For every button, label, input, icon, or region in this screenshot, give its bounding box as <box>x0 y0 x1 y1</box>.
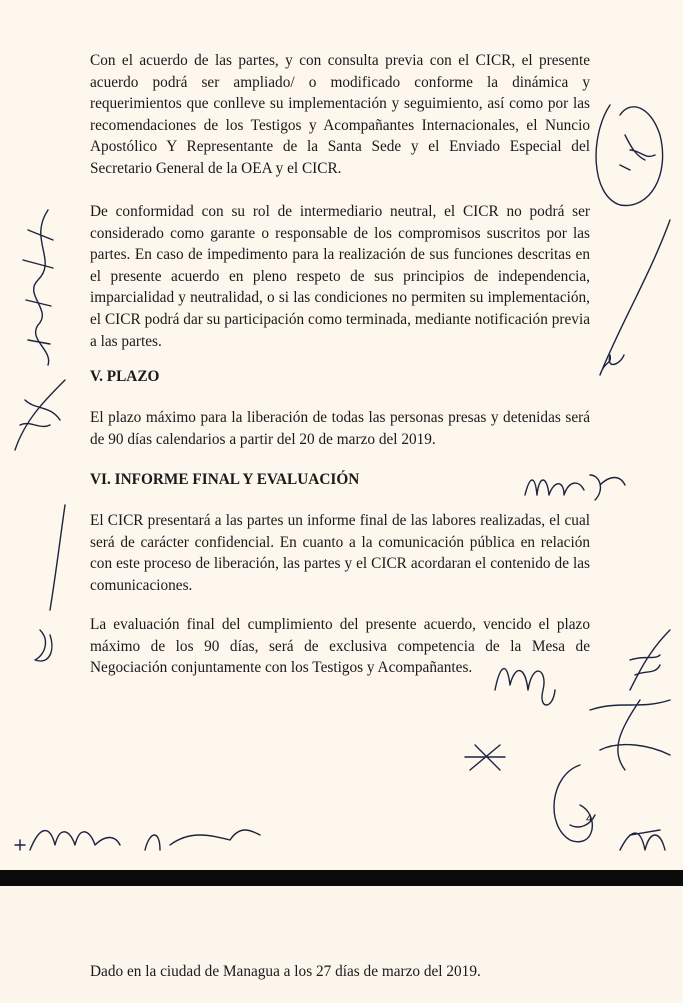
scan-divider <box>0 870 683 886</box>
signature-bottom-right <box>615 820 675 860</box>
signature-left-vertical <box>8 200 78 370</box>
signature-center-right <box>490 650 560 705</box>
closing-line: Dado en la ciudad de Managua a los 27 días de marzo del 2019. <box>90 963 481 980</box>
paragraph-amendment: Con el acuerdo de las partes, y con consulta previa con el CICR, el presente acuerdo podrá ser ampliado/ o modificado conforme la dinámica y requerimientos que conlleve su implementación y seguimiento, así como por las recomendaciones de los Testigos y Acompañantes Internacionales, el Nuncio Apostólico Y Representante de la Santa Sede y el Enviado Especial del Secretario General de la OEA y el CICR. <box>90 52 590 177</box>
signature-right-long <box>590 215 680 385</box>
signature-star <box>460 735 510 780</box>
document-page-footer <box>0 886 683 1003</box>
signature-bottom-left <box>10 815 270 860</box>
signature-top-right <box>580 95 680 215</box>
heading-plazo: V. PLAZO <box>90 368 160 385</box>
paragraph-cicr-role: De conformidad con su rol de intermediario neutral, el CICR no podrá ser considerado como garante o responsable de los compromisos suscritos por las partes. En caso de impedimento para la realización de sus funciones descritas en el presente acuerdo en pleno respeto de sus principios de independencia, imparcialidad y neutralidad, o si las condiciones no permiten su implementación, el CICR podrá dar su participación como terminada, mediante notificación previa a las partes. <box>90 203 590 350</box>
signature-left-middle <box>5 370 75 460</box>
paragraph-plazo: El plazo máximo para la liberación de todas las personas presas y detenidas será de 90 días calendarios a partir del 20 de marzo del 2019. <box>90 409 590 448</box>
signature-max-jer <box>520 465 630 505</box>
signature-right-cluster-1 <box>590 620 680 700</box>
paragraph-informe: El CICR presentará a las partes un informe final de las labores realizadas, el cual será de carácter confidencial. En cuanto a la comunicación pública en relación con este proceso de liberación, las partes y el CICR acordaran el contenido de las comunicaciones. <box>90 512 590 594</box>
page-number: 4 <box>586 813 593 825</box>
signature-left-lower <box>30 500 80 680</box>
paragraph-evaluacion: La evaluación final del cumplimiento del presente acuerdo, vencido el plazo máximo de los 90 días, será de exclusiva competencia de la Mesa de Negociación conjuntamente con los Testigos y Acompañantes. <box>90 616 590 677</box>
heading-informe-final: VI. INFORME FINAL Y EVALUACIÓN <box>90 471 360 488</box>
signature-curve-bottom <box>540 755 610 850</box>
